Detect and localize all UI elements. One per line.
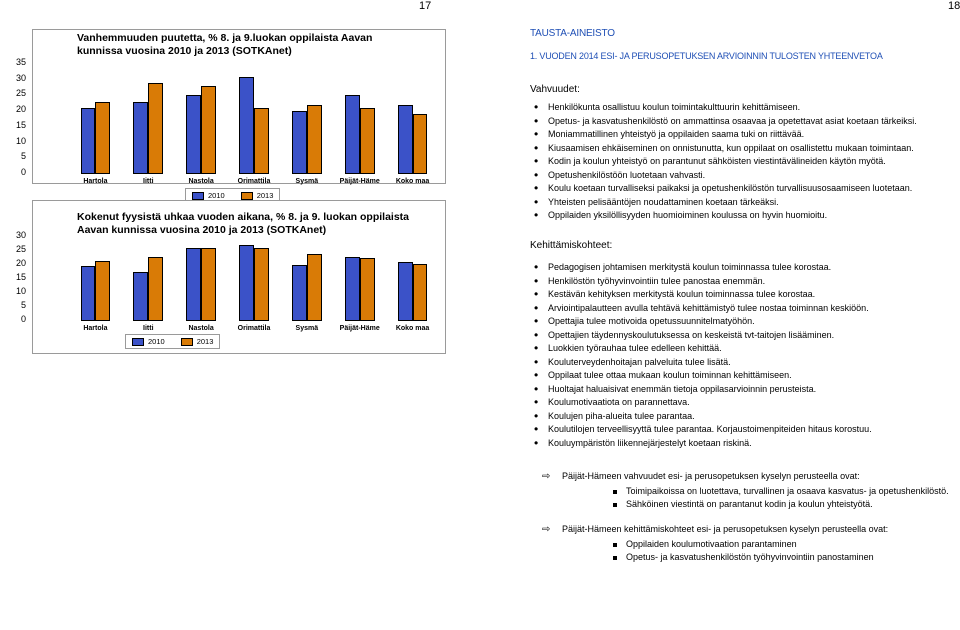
x-category-label: Nastola: [188, 325, 214, 332]
bar-koko-maa-2013: [413, 114, 428, 174]
bar-sysm--2013: [307, 105, 322, 174]
bar-nastola-2010: [186, 248, 201, 321]
y-tick-label: 10: [15, 286, 26, 296]
chart-title: Kokenut fyysistä uhkaa vuoden aikana, % 8. ja 9. luokan oppilaista Aavan kunnissa vuosina 2010 ja 2013 (SOTKAnet): [77, 211, 410, 236]
bar-nastola-2010: [186, 95, 201, 174]
y-tick-label: 15: [15, 119, 26, 130]
legend-label-2013: 2013: [256, 191, 274, 200]
summary-block: [530, 470, 960, 511]
page-number-left: 17: [419, 0, 432, 12]
y-tick-label: 35: [15, 57, 26, 67]
strength-item: • Koulu koetaan turvalliseksi paikaksi ja opetushenkilöstön turvallisuusosaamiseen luotetaan.: [548, 182, 960, 195]
bar-hartola-2010: [81, 266, 96, 321]
bar-orimattila-2010: [239, 77, 254, 174]
bar-nastola-2013: [201, 86, 216, 174]
development-item: • Pedagogisen johtamisen merkitystä koulun toiminnassa tulee korostaa.: [548, 261, 960, 274]
bar-iitti-2010: [133, 272, 148, 321]
bar-koko-maa-2013: [413, 264, 428, 321]
x-category-label: Koko maa: [395, 178, 430, 185]
chart-title: Vanhemmuuden puutetta, % 8. ja 9.luokan oppilaista Aavan kunnissa vuosina 2010 ja 2013 (SOTKAnet): [77, 32, 373, 57]
chart-legend: [125, 334, 220, 349]
development-item: • Koulumotivaatiota on parannettava.: [548, 396, 960, 409]
summary-item: Oppilaiden koulumotivaation parantaminen: [626, 538, 960, 551]
section-subheading: 1. VUODEN 2014 ESI- JA PERUSOPETUKSEN ARVIOINNIN TULOSTEN YHTEENVETOA: [530, 51, 883, 61]
bar-koko-maa-2010: [398, 262, 413, 321]
y-tick-label: 20: [15, 258, 26, 268]
x-category-label: Sysmä: [295, 178, 319, 185]
chart-plot-area: [69, 64, 439, 174]
bar-p-ij-t-h-me-2013: [360, 258, 375, 321]
development-item: • Luokkien työrauhaa tulee edelleen kehittää.: [548, 342, 960, 355]
bar-p-ij-t-h-me-2013: [360, 108, 375, 174]
x-category-label: Iitti: [143, 178, 154, 185]
strength-item: • Yhteisten pelisääntöjen noudattaminen koetaan tärkeäksi.: [548, 196, 960, 209]
legend-label-2010: 2010: [148, 337, 165, 346]
chart-physical-threat: [32, 200, 446, 354]
y-tick-label: 10: [15, 135, 26, 146]
legend-swatch-2010: [192, 192, 204, 200]
development-item: • Henkilöstön työhyvinvointiin tulee panostaa enemmän.: [548, 275, 960, 288]
legend-label-2013: 2013: [196, 337, 214, 346]
development-item: • Kouluterveydenhoitajan palveluita tulee lisätä.: [548, 356, 960, 369]
strength-item: • Moniammatillinen yhteistyö ja oppilaiden saama tuki on riittävää.: [548, 128, 960, 141]
development-item: • Huoltajat haluaisivat enemmän tietoja oppilasarvioinnin perusteista.: [548, 383, 960, 396]
section-heading: TAUSTA-AINEISTO: [530, 28, 615, 39]
y-tick-label: 30: [15, 72, 26, 83]
development-item: • Koulutilojen terveellisyyttä tulee parantaa. Korjaustoimenpiteiden hitaus korostuu.: [548, 423, 960, 436]
x-category-label: Hartola: [83, 325, 108, 332]
bar-p-ij-t-h-me-2010: [345, 95, 360, 174]
y-tick-label: 15: [15, 272, 26, 282]
page-number-right: 18: [948, 0, 960, 12]
y-tick-label: 30: [15, 230, 26, 240]
x-category-label: Sysmä: [295, 325, 319, 332]
x-category-label: Orimattila: [237, 325, 271, 332]
x-category-label: Päijät-Häme: [339, 178, 380, 185]
strength-item: • Kodin ja koulun yhteistyö on parantunut sähköisten viestintävälineiden käytön myötä.: [548, 155, 960, 168]
development-item: • Opettajia tulee motivoida opetussuunnitelmatyöhön.: [548, 315, 960, 328]
x-category-label: Orimattila: [237, 178, 271, 185]
strengths-list: [530, 101, 960, 222]
y-tick-label: 25: [15, 88, 26, 99]
y-tick-label: 0: [20, 314, 26, 324]
summary-item: Opetus- ja kasvatushenkilöstön työhyvinvointiin panostaminen: [626, 551, 960, 564]
y-tick-label: 0: [20, 167, 26, 177]
strength-item: • Henkilökunta osallistuu koulun toimintakulttuurin kehittämiseen.: [548, 101, 960, 114]
legend-swatch-2010: [132, 338, 144, 346]
summary-blocks: [530, 470, 960, 564]
development-item: • Arviointipalautteen avulla tehtävä kehittämistyö tulee nostaa toiminnan keskiöön.: [548, 302, 960, 315]
bar-iitti-2013: [148, 257, 163, 321]
bar-iitti-2010: [133, 102, 148, 174]
legend-swatch-2013: [241, 192, 253, 200]
bar-koko-maa-2010: [398, 105, 413, 174]
bar-p-ij-t-h-me-2010: [345, 257, 360, 321]
chart-parental-neglect: [32, 29, 446, 200]
strengths-label: Vahvuudet:: [530, 84, 580, 95]
legend-swatch-2013: [181, 338, 193, 346]
bar-iitti-2013: [148, 83, 163, 174]
development-label: Kehittämiskohteet:: [530, 240, 613, 251]
strength-item: • Opetushenkilöstöön luotetaan vahvasti.: [548, 169, 960, 182]
y-tick-label: 25: [15, 244, 26, 254]
x-category-label: Iitti: [143, 325, 154, 332]
summary-column: [530, 28, 960, 564]
x-category-label: Nastola: [188, 178, 214, 185]
development-item: • Opettajien täydennyskoulutuksessa on keskeistä tvt-taitojen lisääminen.: [548, 329, 960, 342]
summary-item: Sähköinen viestintä on parantanut kodin ja koulun yhteistyötä.: [626, 498, 960, 511]
bar-orimattila-2013: [254, 108, 269, 174]
y-tick-label: 5: [20, 300, 26, 310]
development-item: • Oppilaat tulee ottaa mukaan koulun toiminnan kehittämiseen.: [548, 369, 960, 382]
bar-sysm--2010: [292, 265, 307, 321]
bar-hartola-2013: [95, 261, 110, 321]
x-category-label: Koko maa: [395, 325, 430, 332]
bar-hartola-2013: [95, 102, 110, 174]
bar-orimattila-2013: [254, 248, 269, 321]
bar-nastola-2013: [201, 248, 216, 321]
summary-lead: Päijät-Hämeen vahvuudet esi- ja perusopetuksen kyselyn perusteella ovat:: [562, 470, 860, 481]
strength-item: • Opetus- ja kasvatushenkilöstö on ammattinsa osaavaa ja opetettavat asiat koetaan tärkeiksi.: [548, 115, 960, 128]
development-list: [530, 261, 960, 450]
chart-plot-area: [69, 237, 439, 321]
legend-label-2010: 2010: [208, 191, 225, 200]
development-item: • Koulujen piha-alueita tulee parantaa.: [548, 410, 960, 423]
y-tick-label: 5: [20, 151, 26, 162]
y-tick-label: 20: [15, 104, 26, 115]
arrow-icon: ⇨: [542, 470, 551, 482]
bar-hartola-2010: [81, 108, 96, 174]
x-category-label: Hartola: [83, 178, 108, 185]
summary-lead: Päijät-Hämeen kehittämiskohteet esi- ja perusopetuksen kyselyn perusteella ovat:: [562, 523, 889, 534]
summary-item: Toimipaikoissa on luotettava, turvallinen ja osaava kasvatus- ja opetushenkilöstö.: [626, 485, 960, 498]
development-item: • Kouluympäristön liikennejärjestelyt koetaan riskinä.: [548, 437, 960, 450]
bar-orimattila-2010: [239, 245, 254, 321]
bar-sysm--2010: [292, 111, 307, 174]
strength-item: • Oppilaiden yksilöllisyyden huomioiminen koulussa on hyvin huomioitu.: [548, 209, 960, 222]
strength-item: • Kiusaamisen ehkäiseminen on onnistunutta, kun oppilaat on osallistettu mukaan toimintaan.: [548, 142, 960, 155]
arrow-icon: ⇨: [542, 523, 551, 535]
x-category-label: Päijät-Häme: [339, 325, 380, 332]
summary-block: [530, 523, 960, 564]
development-item: • Kestävän kehityksen merkitystä koulun toiminnassa tulee korostaa.: [548, 288, 960, 301]
bar-sysm--2013: [307, 254, 322, 321]
